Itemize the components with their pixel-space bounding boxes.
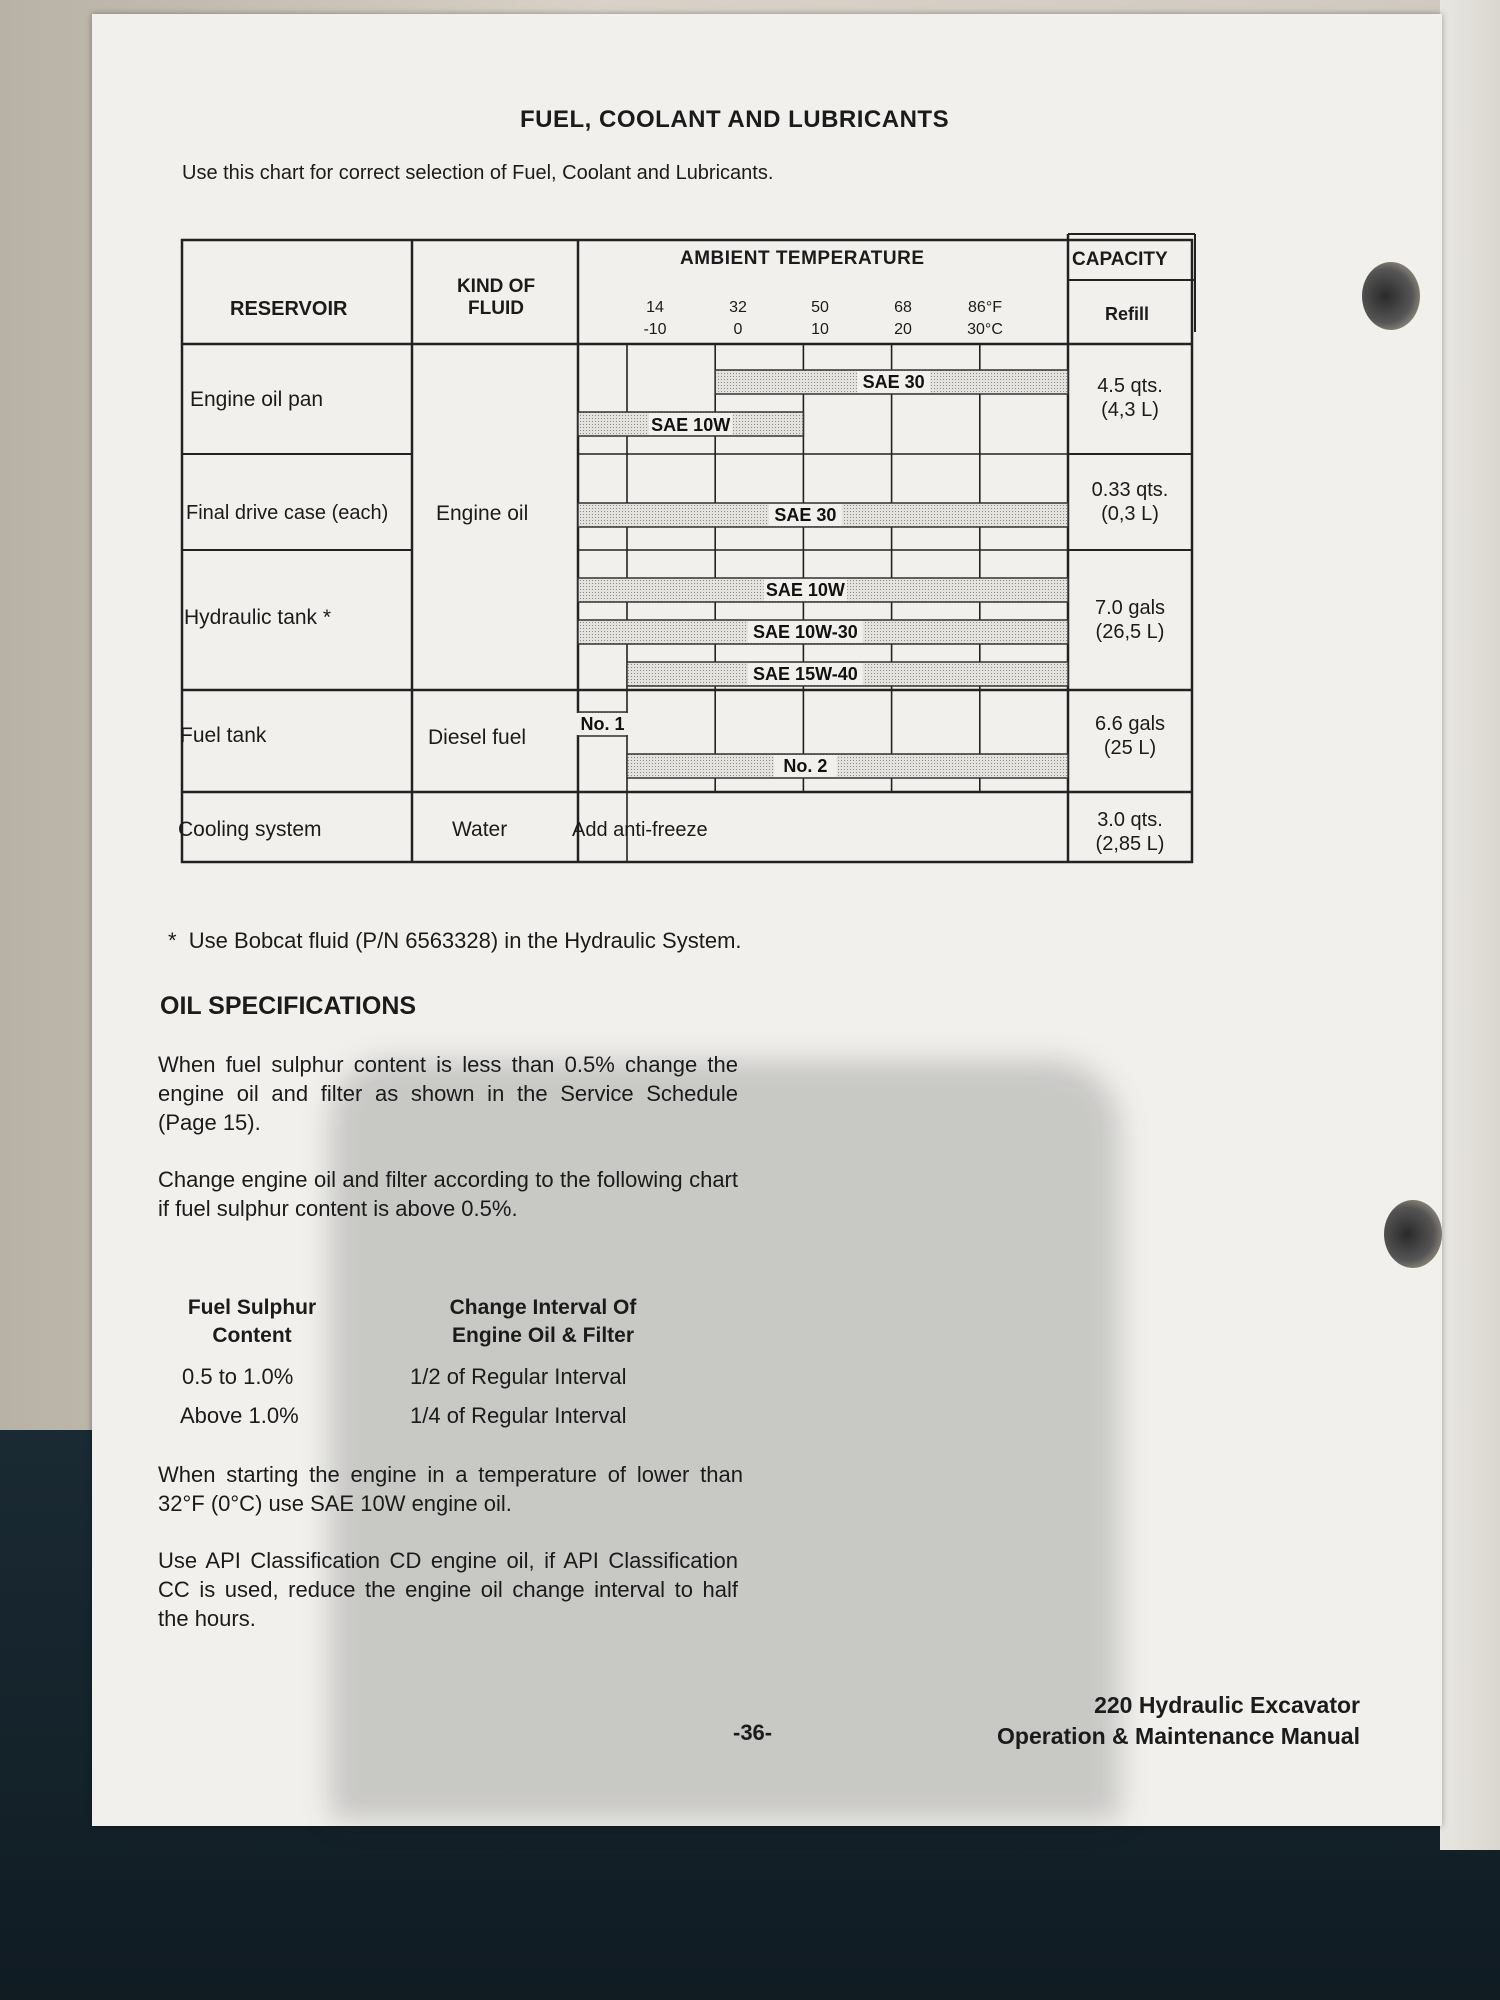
- capacity-line: (4,3 L): [1101, 399, 1159, 421]
- paragraph-cold-start: When starting the engine in a temperature of lower than 32°F (0°C) use SAE 10W engine oil.: [158, 1462, 743, 1516]
- row-fuel-tank: Fuel tank: [180, 724, 267, 747]
- header-kind-line2: FLUID: [468, 298, 524, 319]
- header-ambient-temperature: AMBIENT TEMPERATURE: [680, 248, 925, 269]
- capacity-line: (2,85 L): [1095, 833, 1165, 855]
- paragraph-sulphur-high: Change engine oil and filter according to the following chart if fuel sulphur content is above 0.5%.: [158, 1167, 738, 1221]
- range-bar-label: SAE 30: [774, 505, 837, 525]
- range-bar-label: SAE 30: [862, 372, 925, 392]
- capacity-line: 7.0 gals: [1094, 597, 1166, 619]
- tick-c-20: 20: [894, 321, 912, 338]
- capacity-line: (25 L): [1103, 737, 1157, 759]
- manual-title-line1: 220 Hydraulic Excavator: [1094, 1692, 1360, 1718]
- tick-f-14: 14: [646, 299, 664, 316]
- header-capacity: CAPACITY: [1072, 249, 1168, 270]
- capacity-line: 3.0 qts.: [1097, 809, 1163, 831]
- tick-f-50: 50: [811, 299, 829, 316]
- range-bar-label: SAE 10W: [765, 580, 845, 600]
- binder-hole-bottom: [1384, 1200, 1442, 1268]
- chart-grid: [160, 232, 1210, 867]
- footnote: [168, 928, 742, 954]
- row-cooling-system: Cooling system: [178, 818, 322, 841]
- fluid-water: Water: [452, 818, 508, 841]
- capacity-line: (0,3 L): [1101, 503, 1159, 525]
- tick-c-30: 30°C: [967, 321, 1003, 338]
- tick-c-0: 0: [733, 321, 743, 338]
- range-bar-label: No. 1: [580, 714, 625, 734]
- header-kind-line1: KIND OF: [456, 276, 536, 297]
- row-final-drive-case: Final drive case (each): [186, 502, 389, 524]
- fluid-engine-oil: Engine oil: [436, 502, 529, 525]
- range-bar-label: SAE 15W-40: [753, 664, 858, 684]
- sulphur-col-header-line2: Content: [212, 1324, 292, 1347]
- interval-col-header: [408, 1294, 678, 1350]
- binder-hole-top: [1362, 262, 1420, 330]
- sulphur-row-2-interval: 1/4 of Regular Interval: [410, 1403, 627, 1428]
- capacity-hydraulic-tank: [1070, 596, 1190, 644]
- next-page-edge: [1440, 0, 1500, 1850]
- cooling-note: Add anti-freeze: [572, 819, 708, 841]
- capacity-fuel-tank: [1070, 712, 1190, 760]
- capacity-line: 4.5 qts.: [1097, 375, 1163, 397]
- footnote-star: *: [168, 928, 177, 953]
- range-bar-label: SAE 10W: [651, 415, 731, 435]
- capacity-line: 0.33 qts.: [1091, 479, 1169, 501]
- row-engine-oil-pan: Engine oil pan: [190, 388, 324, 411]
- tick-c-10-pos: 10: [811, 321, 829, 338]
- footnote-text: Use Bobcat fluid (P/N 6563328) in the Hydraulic System.: [188, 928, 742, 953]
- tick-f-68: 68: [894, 299, 912, 316]
- sulphur-row-1-content: 0.5 to 1.0%: [182, 1364, 294, 1389]
- oil-specs-heading: OIL SPECIFICATIONS: [160, 992, 417, 1020]
- capacity-engine-oil-pan: [1070, 374, 1190, 422]
- sulphur-col-header: [172, 1294, 332, 1350]
- paragraph-api-classification: Use API Classification CD engine oil, if API Classification CC is used, reduce the engine oil change interval to half the hours.: [158, 1548, 738, 1631]
- sulphur-col-header-line1: Fuel Sulphur: [187, 1296, 317, 1319]
- interval-col-header-line2: Engine Oil & Filter: [451, 1324, 635, 1347]
- intro-text: Use this chart for correct selection of Fuel, Coolant and Lubricants.: [182, 162, 774, 184]
- capacity-cooling-system: [1070, 808, 1190, 856]
- manual-title: [900, 1690, 1360, 1752]
- range-bar: [627, 754, 1068, 778]
- interval-col-header-line1: Change Interval Of: [449, 1296, 637, 1319]
- lubricant-chart: [160, 232, 1210, 867]
- sulphur-row-2-content: Above 1.0%: [180, 1403, 299, 1428]
- capacity-line: (26,5 L): [1095, 621, 1165, 643]
- capacity-line: 6.6 gals: [1094, 713, 1166, 735]
- fluid-diesel-fuel: Diesel fuel: [428, 726, 527, 749]
- range-bar-label: SAE 10W-30: [753, 622, 858, 642]
- page-title: FUEL, COOLANT AND LUBRICANTS: [520, 106, 950, 133]
- header-kind-of-fluid: [446, 276, 546, 320]
- header-refill: Refill: [1105, 304, 1150, 324]
- range-bar-label: No. 2: [783, 756, 828, 776]
- page-number: -36-: [733, 1720, 773, 1745]
- capacity-final-drive: [1070, 478, 1190, 526]
- sulphur-row-1-interval: 1/2 of Regular Interval: [410, 1364, 627, 1389]
- header-reservoir: RESERVOIR: [230, 298, 348, 320]
- manual-title-line2: Operation & Maintenance Manual: [997, 1723, 1360, 1749]
- paragraph-sulphur-low: When fuel sulphur content is less than 0.5% change the engine oil and filter as shown in the Service Schedule (Page 15).: [158, 1052, 738, 1135]
- tick-c-10: -10: [643, 321, 667, 338]
- tick-f-32: 32: [729, 299, 747, 316]
- row-hydraulic-tank: Hydraulic tank *: [184, 606, 332, 629]
- tick-f-86: 86°F: [968, 299, 1002, 316]
